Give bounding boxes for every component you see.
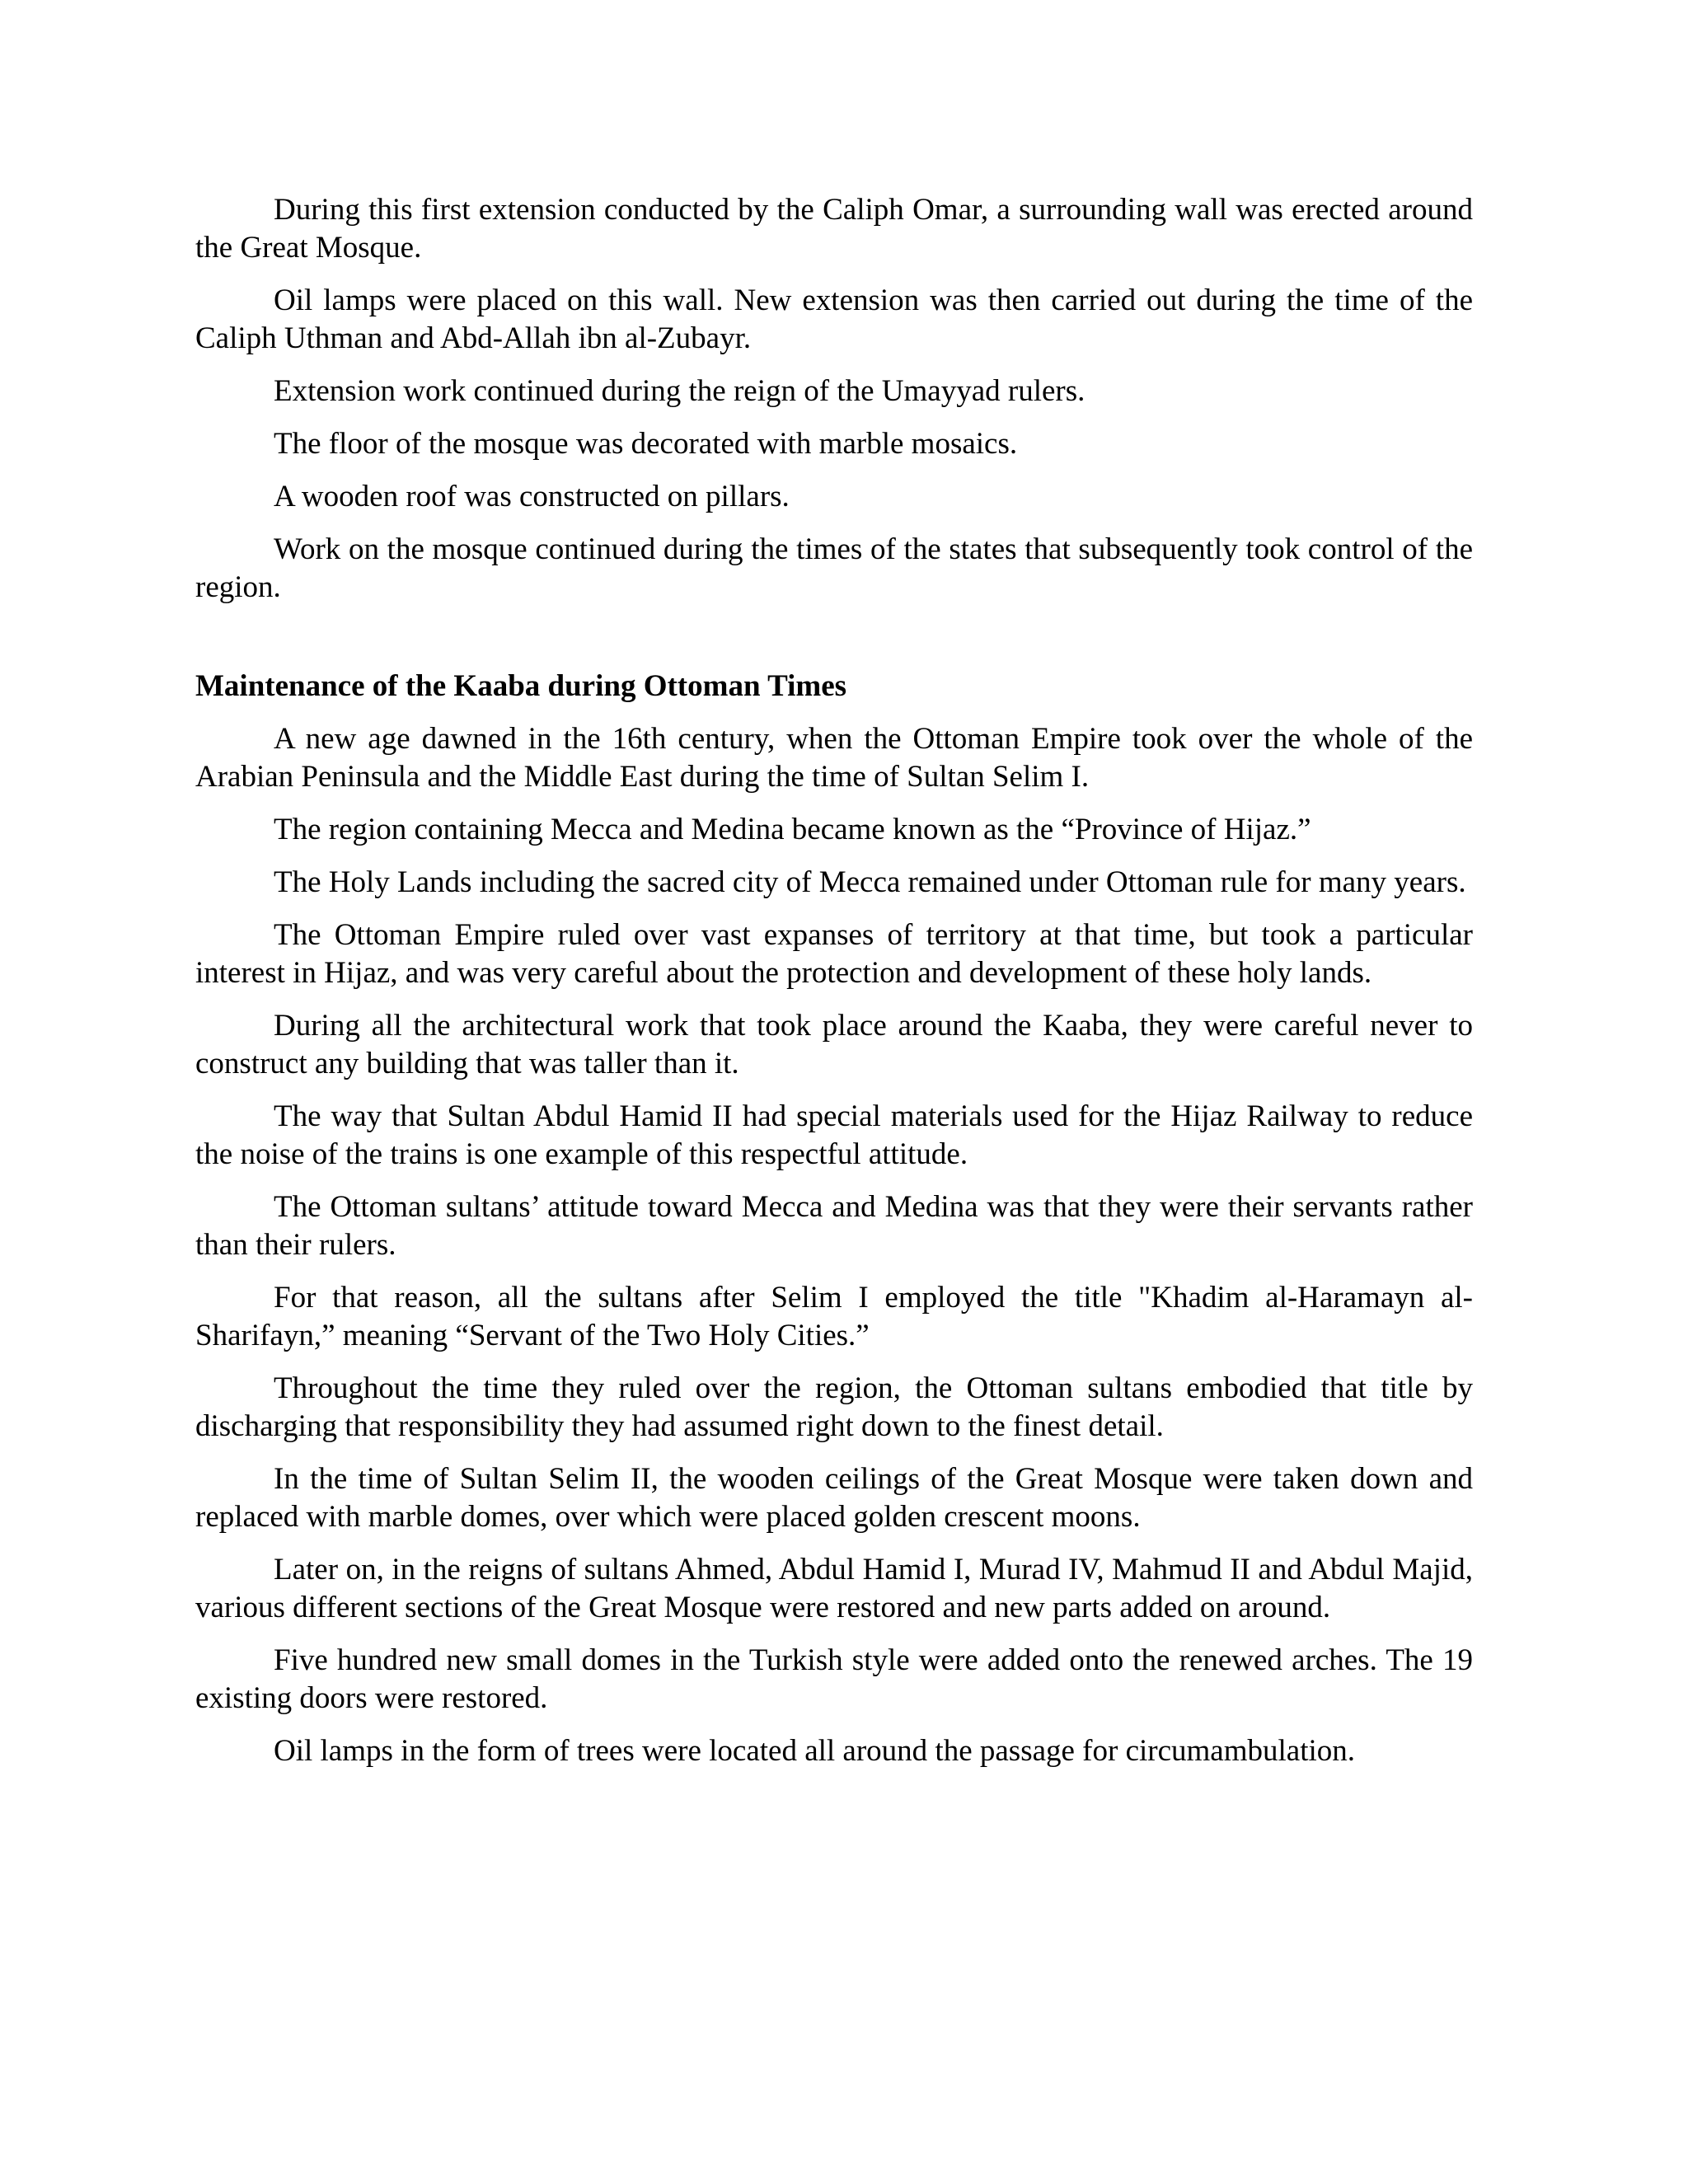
- paragraph: A new age dawned in the 16th century, when the Ottoman Empire took over the whole of the Arabian Peninsula and the Middle East during the time of Sultan Selim I.: [195, 722, 1473, 794]
- paragraph: Five hundred new small domes in the Turkish style were added onto the renewed arches. The 19 existing doors were restored.: [195, 1643, 1473, 1715]
- paragraph: The way that Sultan Abdul Hamid II had special materials used for the Hijaz Railway to reduce the noise of the trains is one example of this respectful attitude.: [195, 1099, 1473, 1171]
- paragraph: The Holy Lands including the sacred city of Mecca remained under Ottoman rule for many years.: [274, 865, 1466, 899]
- paragraph: During this first extension conducted by the Caliph Omar, a surrounding wall was erected around the Great Mosque.: [195, 193, 1473, 265]
- document-page: [195, 191, 1473, 1785]
- paragraph: Throughout the time they ruled over the region, the Ottoman sultans embodied that title by discharging that responsibility they had assumed right down to the finest detail.: [195, 1371, 1473, 1443]
- paragraph: Work on the mosque continued during the times of the states that subsequently took control of the region.: [195, 532, 1473, 604]
- paragraph: The Ottoman Empire ruled over vast expanses of territory at that time, but took a particular interest in Hijaz, and was very careful about the protection and development of these holy lands.: [195, 918, 1473, 990]
- paragraph: Oil lamps in the form of trees were located all around the passage for circumambulation.: [274, 1734, 1356, 1768]
- paragraph: Oil lamps were placed on this wall. New extension was then carried out during the time of the Caliph Uthman and Abd-Allah ibn al-Zubayr.: [195, 284, 1473, 355]
- paragraph: Extension work continued during the reign of the Umayyad rulers.: [274, 374, 1085, 408]
- paragraph: The floor of the mosque was decorated with marble mosaics.: [274, 427, 1018, 461]
- paragraph: A wooden roof was constructed on pillars.: [274, 480, 790, 513]
- section-heading: Maintenance of the Kaaba during Ottoman Times: [195, 669, 847, 703]
- paragraph: During all the architectural work that took place around the Kaaba, they were careful never to construct any building that was taller than it.: [195, 1009, 1473, 1080]
- section-spacer: [195, 621, 1473, 668]
- paragraph: The Ottoman sultans’ attitude toward Mecca and Medina was that they were their servants rather than their rulers.: [195, 1190, 1473, 1262]
- paragraph: The region containing Mecca and Medina became known as the “Province of Hijaz.”: [274, 813, 1311, 846]
- paragraph: In the time of Sultan Selim II, the wooden ceilings of the Great Mosque were taken down and replaced with marble domes, over which were placed golden crescent moons.: [195, 1462, 1473, 1534]
- paragraph: For that reason, all the sultans after Selim I employed the title "Khadim al-Haramayn al-Sharifayn,” meaning “Servant of the Two Holy Cities.”: [195, 1281, 1473, 1352]
- paragraph: Later on, in the reigns of sultans Ahmed, Abdul Hamid I, Murad IV, Mahmud II and Abdul Majid, various different sections of the Great Mosque were restored and new parts added on around.: [195, 1553, 1473, 1624]
